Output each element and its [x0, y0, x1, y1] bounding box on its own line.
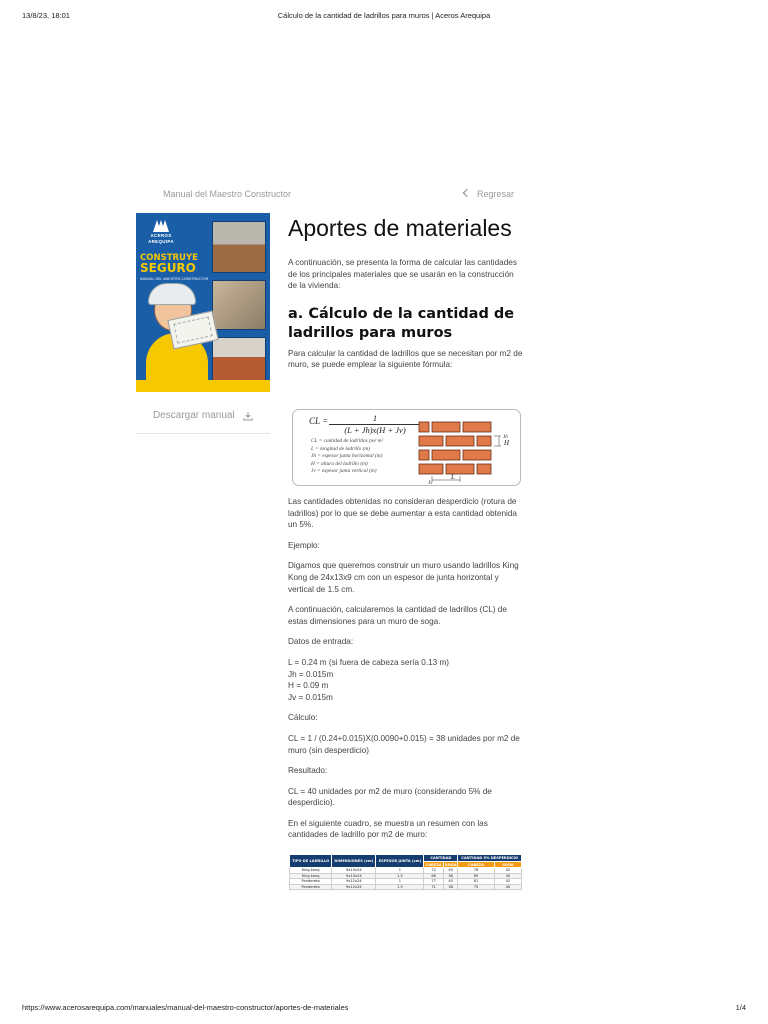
label-l: L: [451, 473, 455, 481]
label-h: H: [504, 439, 510, 447]
article: [288, 215, 524, 371]
table-cell: King kong: [290, 873, 332, 879]
column-header: TIPO DE LADRILLO: [290, 855, 332, 868]
download-label: Descargar manual: [153, 410, 235, 421]
manual-cover-image: [136, 213, 270, 392]
table-cell: 40: [494, 873, 521, 879]
table-cell: 38: [443, 873, 457, 879]
table-cell: 81: [458, 879, 494, 885]
chevron-left-icon: [463, 189, 471, 197]
formula-numerator: 1: [329, 413, 421, 425]
paragraph: Resultado:: [288, 766, 328, 776]
input-line: H = 0.09 m: [288, 681, 329, 691]
label-jh: Jh: [503, 435, 508, 440]
table-cell: King kong: [290, 868, 332, 874]
formula-fraction: [329, 413, 421, 436]
paragraph: Datos de entrada:: [288, 637, 354, 647]
sidebar-divider: [136, 433, 270, 434]
print-footer: [22, 1003, 746, 1015]
helmet-icon: [148, 283, 196, 305]
table-cell: 75: [458, 884, 494, 890]
section-intro: Para calcular la cantidad de ladrillos que se necesitan por m2 de muro, se puede emplear la siguiente fórmula:: [288, 348, 523, 370]
table-cell: Pandereta: [290, 879, 332, 885]
table-cell: 42: [494, 879, 521, 885]
print-title: Cálculo de la cantidad de ladrillos para muros | Aceros Arequipa: [277, 11, 491, 20]
brick-wall-diagram: [417, 418, 517, 484]
download-manual-link[interactable]: [153, 410, 235, 421]
cover-brand-line1: ACEROS: [150, 233, 172, 238]
input-line: Jh = 0.015m: [288, 669, 334, 679]
column-header: CANTIDAD 5% DESPERDICIO: [458, 855, 522, 862]
legend-line: Jh = espesor junta horizontal (m): [311, 453, 383, 460]
table-cell: 9x12x24: [332, 884, 376, 890]
intro-paragraph: A continuación, se presenta la forma de calcular las cantidades de los principales materiales que se usarán en la construcción de la vivienda:: [288, 258, 517, 291]
paragraph: Las cantidades obtenidas no consideran desperdicio (rotura de ladrillos) por lo que se debe aumentar a esta cantidad obtenida un 5%.: [288, 497, 517, 530]
back-label: Regresar: [476, 189, 514, 199]
column-subheader: CABEZA: [458, 862, 494, 868]
table-cell: 40: [443, 879, 457, 885]
table-cell: 40: [494, 884, 521, 890]
table-cell: 40: [443, 868, 457, 874]
column-subheader: CABEZA: [425, 862, 442, 867]
input-data-list: [288, 657, 524, 703]
paragraph: CL = 1 / (0.24+0.015)X(0.0090+0.015) = 38 unidades por m2 de muro (sin desperdicio): [288, 733, 520, 755]
top-nav: [163, 189, 514, 201]
table-cell: 77: [424, 879, 443, 885]
column-subheader: SOGA: [444, 862, 457, 867]
table-cell: 9x13x24: [332, 873, 376, 879]
download-icon: [243, 411, 253, 421]
column-header: ESPESOR JUNTA (cm): [376, 855, 424, 868]
legend-line: CL = cantidad de ladrillos por m²: [311, 438, 384, 444]
table-cell: 72: [424, 868, 443, 874]
table-cell: 1.5: [376, 884, 424, 890]
table-cell: 71: [424, 884, 443, 890]
cover-title: [140, 253, 208, 273]
table-cell: 9x12x24: [332, 879, 376, 885]
paragraph: Cálculo:: [288, 713, 318, 723]
column-subheader: SOGA: [494, 862, 521, 868]
input-line: L = 0.24 m (si fuera de cabeza sería 0.13 m): [288, 657, 450, 667]
print-page-number: 1/4: [735, 1003, 746, 1012]
legend-line: L = longitud de ladrillo (m): [311, 445, 370, 452]
brick-summary-table: [289, 854, 522, 890]
column-header: CANTIDAD: [424, 855, 458, 862]
table-cell: 69: [458, 873, 494, 879]
print-date: 13/8/23, 18:01: [22, 11, 70, 20]
table-cell: 38: [443, 884, 457, 890]
cover-title-line2: SEGURO: [140, 261, 196, 275]
legend-line: Jv = espesor junta vertical (m): [311, 468, 377, 475]
page-title: Aportes de materiales: [288, 215, 512, 241]
print-url: https://www.acerosarequipa.com/manuales/manual-del-maestro-constructor/aportes-de-materiales: [22, 1003, 349, 1012]
aceros-arequipa-logo-icon: [142, 219, 180, 244]
table-cell: 1.5: [376, 873, 424, 879]
cover-title-line1: CONSTRUYE: [140, 253, 198, 263]
input-line: Jv = 0.015m: [288, 692, 333, 702]
legend-line: H = altura del ladrillo (m): [311, 460, 368, 467]
table-cell: 1: [376, 879, 424, 885]
table-cell: 66: [424, 873, 443, 879]
print-header: [22, 11, 746, 23]
table-header-row: [290, 855, 522, 862]
table-row: [290, 884, 522, 890]
paragraph: En el siguiente cuadro, se muestra un resumen con las cantidades de ladrillo por m2 de muro:: [288, 818, 488, 840]
breadcrumb-manual[interactable]: Manual del Maestro Constructor: [163, 189, 292, 199]
cover-photo-panel: [212, 221, 266, 273]
formula-lhs: CL =: [309, 416, 329, 426]
paragraph: Ejemplo:: [288, 540, 320, 550]
formula-denominator: (L + Jh)x(H + Jv): [344, 425, 406, 435]
table-cell: 42: [494, 868, 521, 874]
paragraph: A continuación, calcularemos la cantidad de ladrillos (CL) de estas dimensiones para un muro de soga.: [288, 605, 507, 626]
paragraph: CL = 40 unidades por m2 de muro (considerando 5% de desperdicio).: [288, 786, 492, 808]
cover-subtitle: MANUAL DEL MAESTRO CONSTRUCTOR: [140, 277, 209, 281]
formula-figure: [292, 409, 521, 486]
table-cell: 76: [458, 868, 494, 874]
back-link[interactable]: [464, 189, 514, 199]
label-jv: Jv: [428, 481, 433, 484]
section-title: a. Cálculo de la cantidad de ladrillos para muros: [288, 305, 515, 341]
cover-brand-line2: AREQUIPA: [148, 239, 174, 244]
table-cell: 9x13x24: [332, 868, 376, 874]
formula-legend: [311, 438, 383, 476]
paragraph: Digamos que queremos construir un muro usando ladrillos King Kong de 24x13x9 cm con un espesor de junta horizontal y vertical de 1.5 cm.: [288, 561, 519, 594]
table-cell: 1: [376, 868, 424, 874]
table-cell: Pandereta: [290, 884, 332, 890]
cover-photo-panel: [212, 280, 266, 330]
article-body: [288, 496, 524, 841]
column-header: DIMENSIONES (cm): [332, 855, 376, 868]
